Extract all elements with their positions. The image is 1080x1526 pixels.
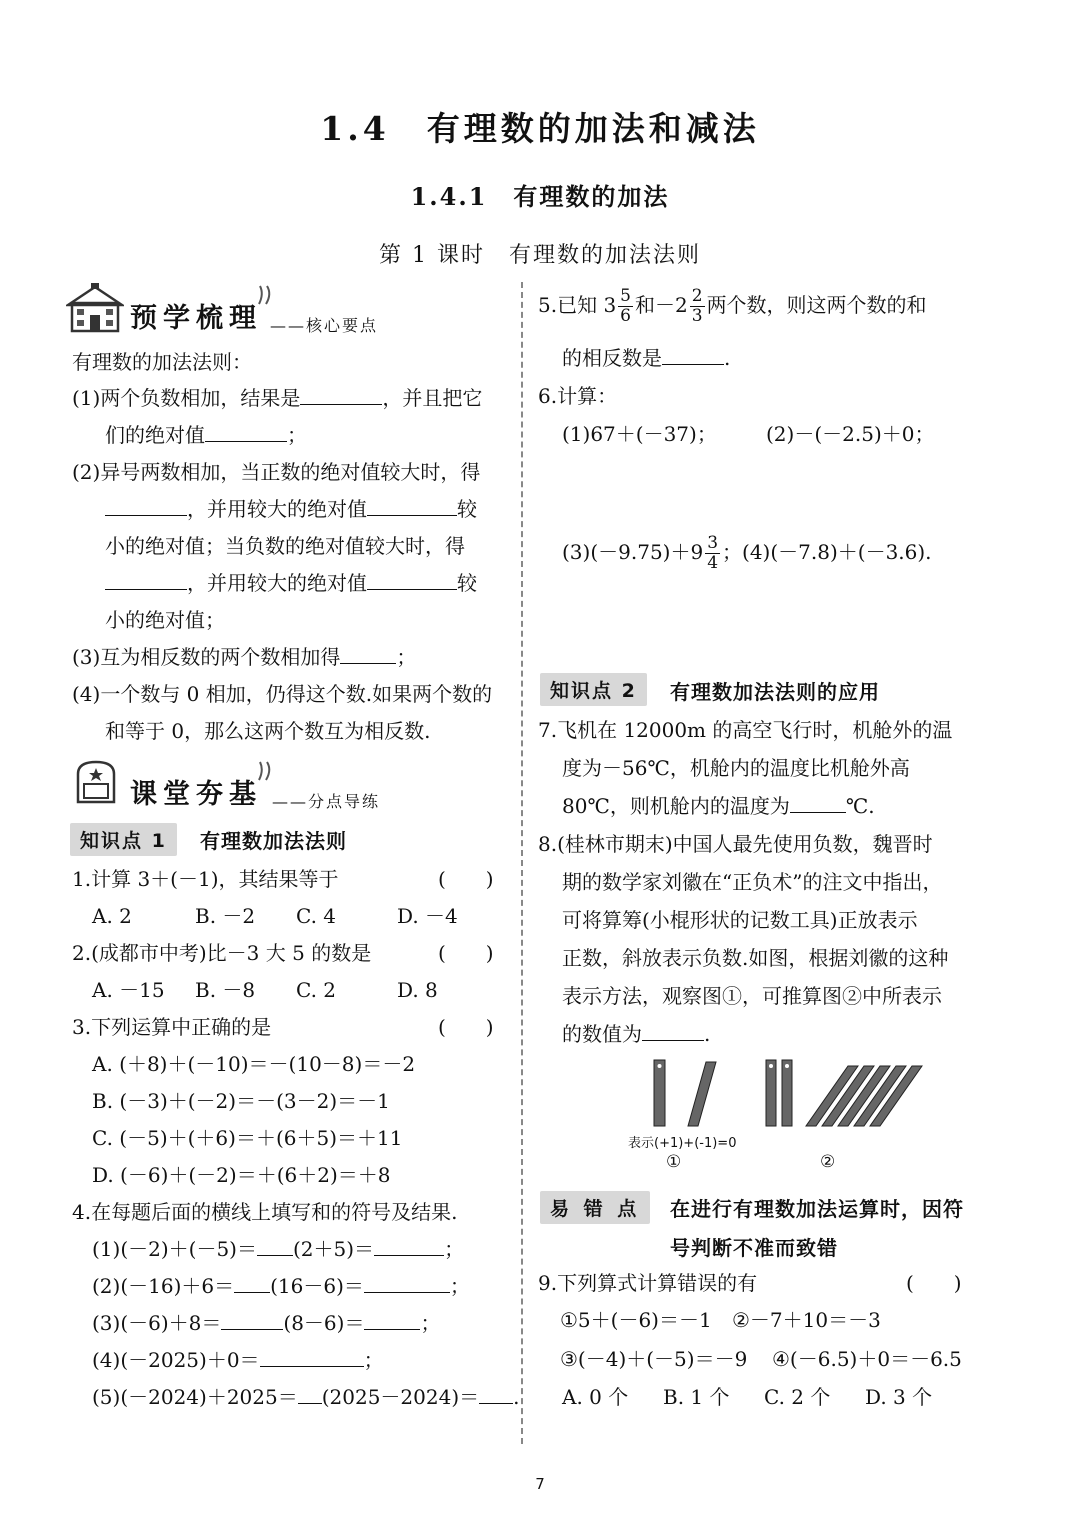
- question-9-stem: 9.下列算式计算错误的有: [538, 1271, 758, 1295]
- q6-part-2: (2)－(－2.5)＋0；: [766, 422, 935, 446]
- figure-1-label: ①: [666, 1152, 682, 1172]
- q9-option-a: A. 0 个: [562, 1385, 629, 1409]
- q1-option-a: A. 2: [92, 904, 132, 928]
- answer-paren: ( ): [438, 1015, 494, 1039]
- classroom-section-subtitle: ——分点导练: [272, 792, 381, 811]
- question-7-line-3: 80℃，则机舱内的温度为 ℃.: [562, 794, 875, 818]
- question-4-stem: 4.在每题后面的横线上填写和的符号及结果.: [72, 1200, 458, 1224]
- rule-intro: 有理数的加法法则：: [72, 350, 252, 374]
- q9-item-3: ③(－4)＋(－5)＝－9: [560, 1347, 748, 1371]
- rule-3: (3)互为相反数的两个数相加得 ；: [72, 645, 417, 669]
- q1-option-b: B. －2: [195, 904, 256, 928]
- preview-section-title: 预学梳理: [130, 303, 262, 334]
- q9-item-1: ①5＋(－6)＝－1: [560, 1308, 712, 1332]
- question-8-line-1: 8.(桂林市期末)中国人最先使用负数，魏晋时: [538, 832, 933, 856]
- q9-item-4: ④(－6.5)＋0＝－6.5: [772, 1347, 962, 1371]
- fraction-two-thirds: $\frac{2}{3}$: [691, 286, 703, 326]
- chapter-title: 1.4 有理数的加法和减法: [320, 109, 760, 148]
- q2-option-b: B. －8: [195, 978, 256, 1002]
- answer-paren: ( ): [906, 1271, 962, 1295]
- figure-2-label: ②: [820, 1152, 836, 1172]
- q9-item-2: ②－7＋10＝－3: [732, 1308, 881, 1332]
- rule-2-line-1: (2)异号两数相加，当正数的绝对值较大时，得: [72, 460, 481, 484]
- q4-part-3: (3)(－6)＋8＝ (8－6)＝ ；: [92, 1311, 441, 1335]
- question-7-line-2: 度为－56℃，机舱内的温度比机舱外高: [562, 756, 910, 780]
- rule-2-line-5: 小的绝对值；: [105, 608, 225, 632]
- knowledge-point-2-title: 有理数加法法则的应用: [670, 680, 880, 704]
- question-8-line-4: 正数，斜放表示负数.如图，根据刘徽的这种: [562, 946, 949, 970]
- q1-option-d: D. －4: [397, 904, 458, 928]
- question-8-line-5: 表示方法，观察图①，可推算图②中所表示: [562, 984, 942, 1008]
- q3-option-c: C. (－5)＋(＋6)＝＋(6＋5)＝＋11: [92, 1126, 403, 1150]
- rule-2-line-4: ，并用较大的绝对值 较: [105, 571, 477, 595]
- q2-option-c: C. 2: [296, 978, 337, 1002]
- classroom-section-title: 课堂夯基: [130, 779, 262, 810]
- knowledge-point-2-tag: 知识点 2: [540, 673, 647, 706]
- q4-part-4: (4)(－2025)＋0＝ ；: [92, 1348, 384, 1372]
- figure-1-caption: 表示(+1)+(-1)=0: [628, 1136, 737, 1151]
- rule-1-line-2: 们的绝对值 ；: [105, 423, 307, 447]
- question-8-line-6: 的数值为 .: [562, 1022, 711, 1046]
- q4-part-5: (5)(－2024)＋2025＝ (2025－2024)＝ .: [92, 1385, 520, 1409]
- knowledge-point-1-title: 有理数加法法则: [200, 829, 347, 853]
- rule-2-line-2: ，并用较大的绝对值 较: [105, 497, 477, 521]
- lesson-title: 第 1 课时 有理数的加法法则: [379, 243, 701, 268]
- school-building-icon: [66, 283, 124, 333]
- counting-rods-figure: [640, 1056, 940, 1130]
- rule-1-line-1: (1)两个负数相加，结果是 ，并且把它: [72, 386, 483, 410]
- column-divider: [521, 282, 523, 1444]
- q3-option-d: D. (－6)＋(－2)＝＋(6＋2)＝＋8: [92, 1163, 391, 1187]
- question-3-stem: 3.下列运算中正确的是: [72, 1015, 272, 1039]
- preview-section-subtitle: ——核心要点: [270, 316, 379, 335]
- error-prone-title-line-1: 在进行有理数加法运算时，因符: [670, 1197, 964, 1221]
- answer-paren: ( ): [438, 867, 494, 891]
- q9-option-b: B. 1 个: [663, 1385, 730, 1409]
- question-1-stem: 1.计算 3＋(－1)，其结果等于: [72, 867, 339, 891]
- q6-part-1: (1)67＋(－37)；: [562, 422, 717, 446]
- q2-option-a: A. －15: [92, 978, 165, 1002]
- error-prone-tag: 易 错 点: [540, 1191, 650, 1224]
- fraction-five-sixths: $\frac{5}{6}$: [620, 286, 631, 326]
- rule-2-line-3: 小的绝对值；当负数的绝对值较大时，得: [105, 534, 465, 558]
- question-7-line-1: 7.飞机在 12000m 的高空飞行时，机舱外的温: [538, 718, 953, 742]
- rule-4-line-1: (4)一个数与 0 相加，仍得这个数.如果两个数的: [72, 682, 493, 706]
- answer-paren: ( ): [438, 941, 494, 965]
- accent-arcs-icon: [256, 760, 276, 786]
- question-2-stem: 2.(成都市中考)比－3 大 5 的数是: [72, 941, 372, 965]
- q9-option-d: D. 3 个: [865, 1385, 933, 1409]
- q9-option-c: C. 2 个: [764, 1385, 831, 1409]
- section-title: 1.4.1 有理数的加法: [410, 182, 670, 211]
- page-number: 7: [535, 1475, 545, 1493]
- knowledge-point-1-tag: 知识点 1: [70, 823, 177, 856]
- backpack-icon: [68, 756, 124, 806]
- q6-part-3: (3)(－9.75)＋9 $\frac{3}{4}$ ；(4)(－7.8)＋(－3.6).: [562, 533, 932, 573]
- accent-arcs-icon: [256, 284, 276, 310]
- question-8-line-3: 可将算筹(小棍形状的记数工具)正放表示: [562, 908, 918, 932]
- fraction-three-quarters: $\frac{3}{4}$: [707, 533, 719, 573]
- error-prone-title-line-2: 号判断不准而致错: [670, 1236, 838, 1260]
- q4-part-1: (1)(－2)＋(－5)＝ (2＋5)＝ ；: [92, 1237, 465, 1261]
- q2-option-d: D. 8: [397, 978, 438, 1002]
- q3-option-a: A. (＋8)＋(－10)＝－(10－8)＝－2: [92, 1052, 416, 1076]
- q3-option-b: B. (－3)＋(－2)＝－(3－2)＝－1: [92, 1089, 390, 1113]
- question-8-line-2: 期的数学家刘徽在“正负术”的注文中指出，: [562, 870, 943, 894]
- question-5-line-2: 的相反数是 .: [562, 346, 731, 370]
- q4-part-2: (2)(－16)＋6＝ (16－6)＝ ；: [92, 1274, 470, 1298]
- q1-option-c: C. 4: [296, 904, 337, 928]
- question-5-line-1: 5.已知 3 $\frac{5}{6}$ 和－2 $\frac{2}{3}$ 两个数，则这两个数的和: [538, 286, 927, 326]
- question-6-stem: 6.计算：: [538, 384, 618, 408]
- rule-4-line-2: 和等于 0，那么这两个数互为相反数.: [105, 719, 431, 743]
